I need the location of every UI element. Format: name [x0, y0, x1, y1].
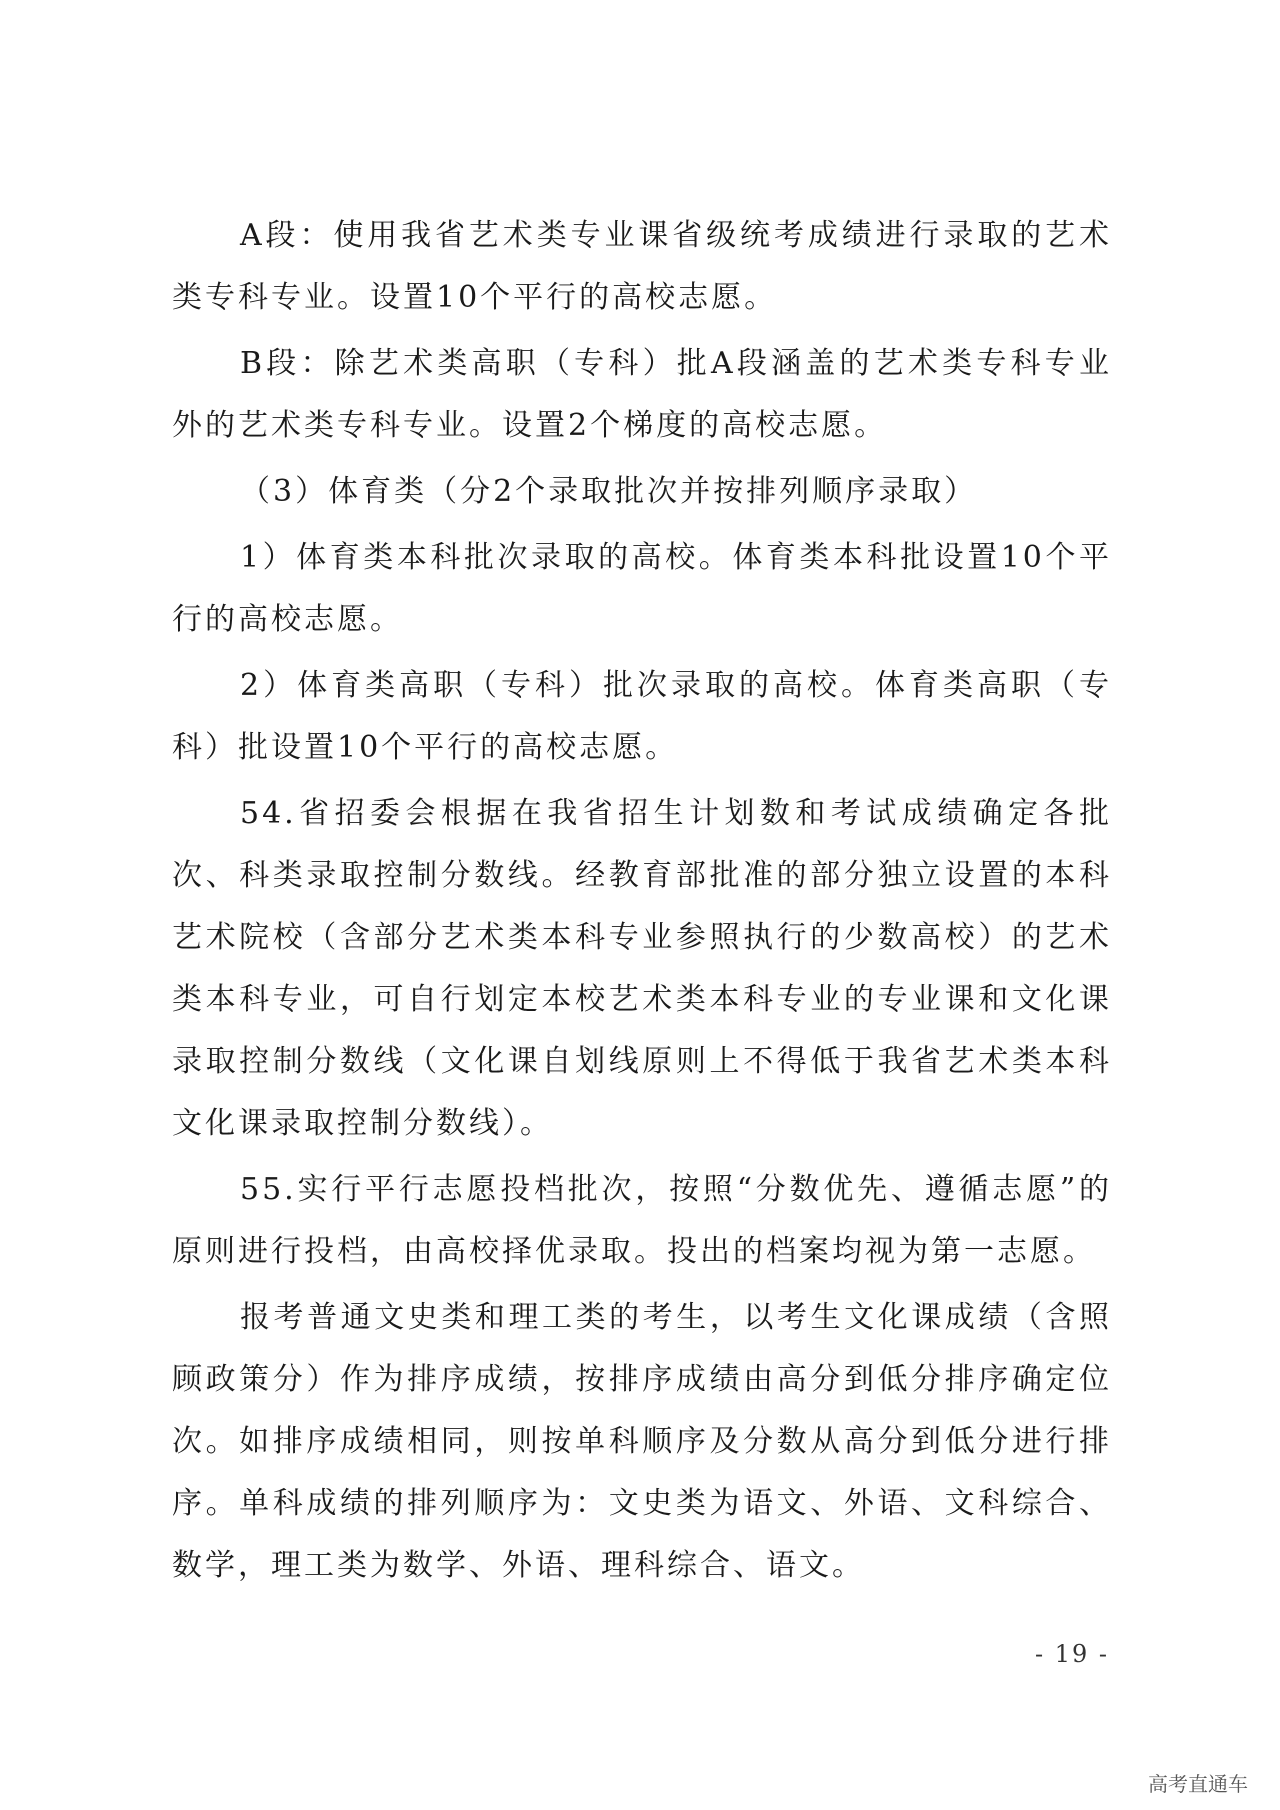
paragraph-sports-vocational: 2）体育类高职（专科）批次录取的高校。体育类高职（专科）批设置10个平行的高校志愿。: [172, 668, 1112, 765]
document-body: [172, 205, 1112, 1597]
paragraph-b-section: B段：除艺术类高职（专科）批A段涵盖的艺术类专科专业外的艺术类专科专业。设置2个梯度的高校志愿。: [172, 346, 1112, 443]
paragraph-ranking-rules: 报考普通文史类和理工类的考生，以考生文化课成绩（含照顾政策分）作为排序成绩，按排序成绩由高分到低分排序确定位次。如排序成绩相同，则按单科顺序及分数从高分到低分进行排序。单科成绩的排列顺序为：文史类为语文、外语、文科综合、数学，理工类为数学、外语、理科综合、语文。: [172, 1300, 1112, 1583]
paragraph-sports-heading: （3）体育类（分2个录取批次并按排列顺序录取）: [240, 474, 978, 509]
paragraph-item-55: 55.实行平行志愿投档批次，按照“分数优先、遵循志愿”的原则进行投档，由高校择优录取。投出的档案均视为第一志愿。: [172, 1172, 1112, 1269]
paragraph-item-54: 54.省招委会根据在我省招生计划数和考试成绩确定各批次、科类录取控制分数线。经教育部批准的部分独立设置的本科艺术院校（含部分艺术类本科专业参照执行的少数高校）的艺术类本科专业，可自行划定本校艺术类本科专业的专业课和文化课录取控制分数线（文化课自划线原则上不得低于我省艺术类本科文化课录取控制分数线）。: [172, 796, 1112, 1141]
paragraph-sports-undergraduate: 1）体育类本科批次录取的高校。体育类本科批设置10个平行的高校志愿。: [172, 540, 1112, 637]
paragraph-a-section: A段：使用我省艺术类专业课省级统考成绩进行录取的艺术类专科专业。设置10个平行的高校志愿。: [172, 218, 1112, 315]
watermark-text: 高考直通车: [1148, 1772, 1248, 1796]
page-number: - 19 -: [1035, 1640, 1110, 1668]
